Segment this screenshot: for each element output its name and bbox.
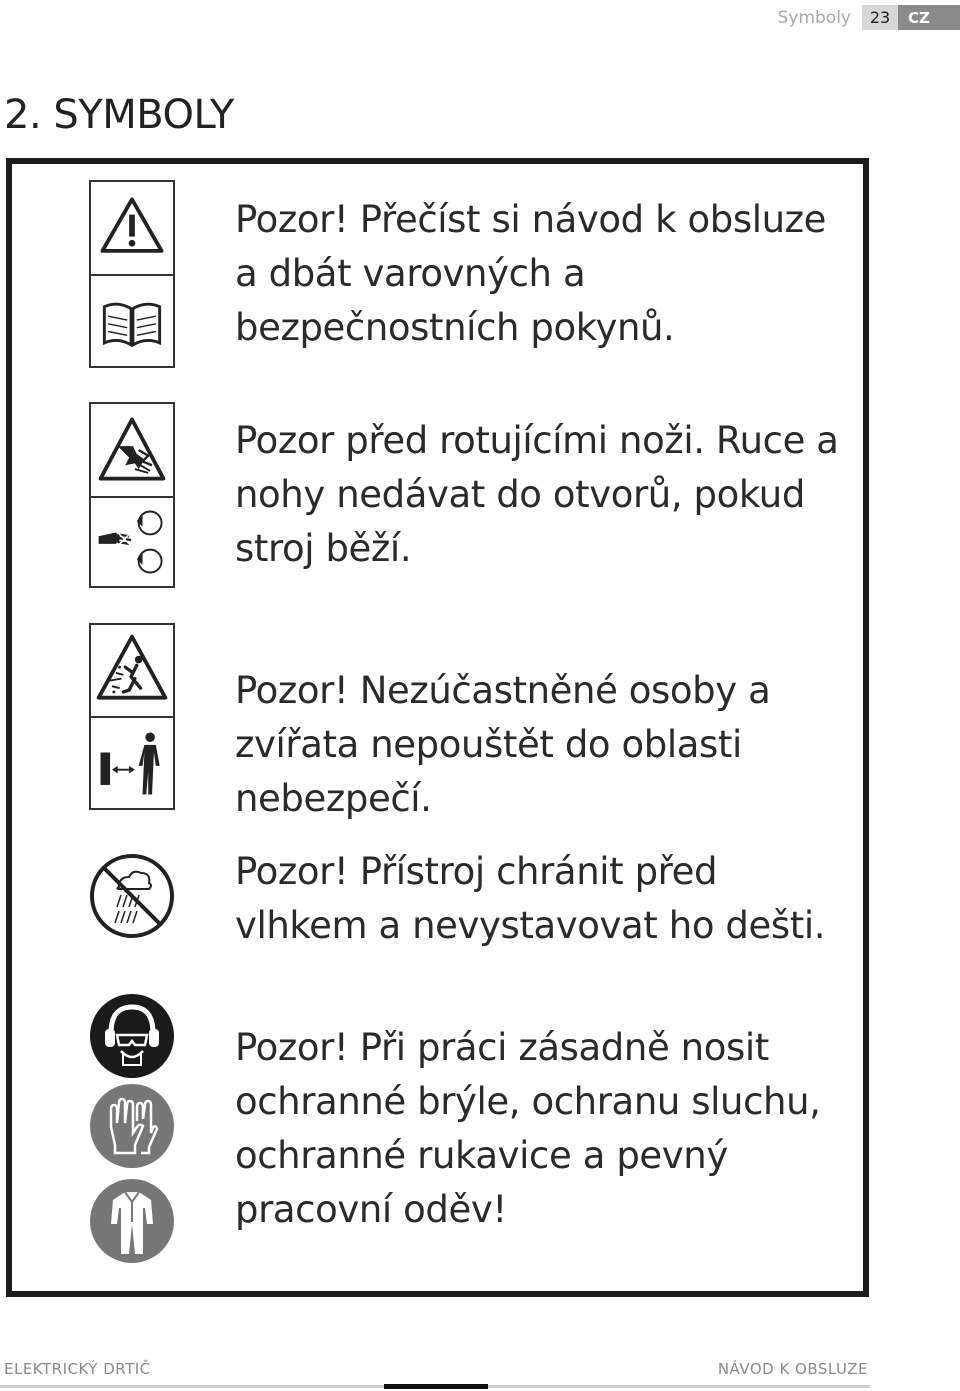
page-header: [778, 5, 960, 30]
manual-book-icon: [89, 274, 175, 368]
footer-product-name: ELEKTRICKÝ DRTIČ: [4, 1360, 151, 1378]
symbol-text-protective-equipment: Pozor! Při práci zásadně nosit ochranné brýle, ochranu sluchu, ochranné rukavice a pevný pracovní oděv!: [235, 1026, 821, 1231]
flying-debris-warning-icon: [89, 623, 175, 718]
symbol-text-rotating-blades: Pozor před rotujícími noži. Ruce a nohy nedávat do otvorů, pokud stroj běží.: [235, 419, 839, 570]
no-rain-icon: [89, 853, 175, 939]
symbol-text-read-manual: Pozor! Přečíst si návod k obsluze a dbát varovných a bezpečnostních pokynů.: [235, 198, 827, 349]
gloves-icon: [89, 1083, 175, 1169]
symbol-text-keep-distance: Pozor! Nezúčastněné osoby a zvířata nepouštět do oblasti nebezpečí.: [235, 669, 771, 820]
eye-ear-protection-icon: [89, 993, 175, 1079]
safety-distance-person-icon: [89, 716, 175, 810]
rotating-blade-hand-icon: [89, 402, 175, 498]
page-title: 2. SYMBOLY: [4, 92, 234, 138]
header-language-badge: CZ: [898, 5, 960, 30]
header-page-number: 23: [862, 5, 898, 30]
symbol-text-protect-from-rain: Pozor! Přístroj chránit před vlhkem a nevystavovat ho dešti.: [235, 850, 826, 947]
header-section-name: Symboly: [777, 7, 851, 28]
footer-rule-accent: [384, 1384, 488, 1389]
protective-clothing-icon: [89, 1178, 175, 1264]
keep-hands-away-rotating-icon: [89, 496, 175, 588]
footer-manual-label: NÁVOD K OBSLUZE: [717, 1360, 868, 1378]
warning-triangle-icon: [89, 180, 175, 276]
